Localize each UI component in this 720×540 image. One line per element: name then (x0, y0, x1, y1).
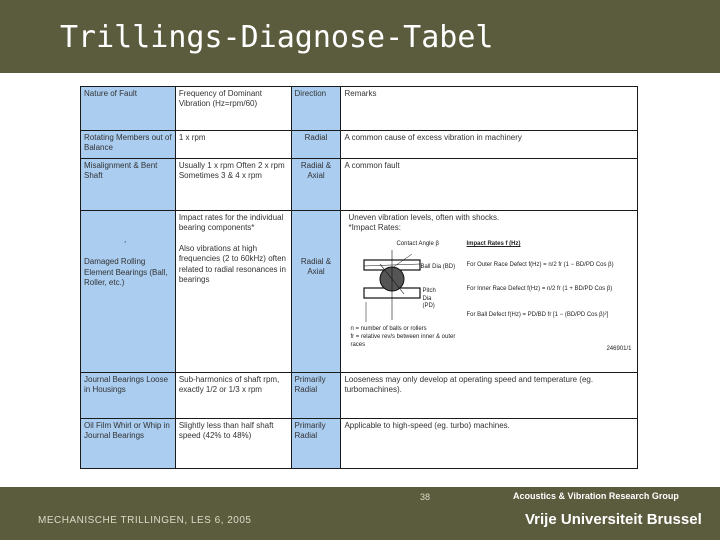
legend-fr: fr = relative rev/s between inner & outer races (350, 333, 456, 348)
title-bar (0, 0, 720, 73)
impact-header: Impact Rates f (Hz) (466, 240, 521, 247)
table-row (81, 211, 638, 373)
header-direction: Direction (291, 87, 341, 131)
page-title: Trillings-Diagnose-Tabel (60, 20, 494, 55)
remarks-cell (341, 211, 638, 373)
direction-cell (291, 211, 341, 373)
fault-cell: Misalignment & Bent Shaft (81, 159, 176, 211)
direction-cell: Radial & Axial (291, 159, 341, 211)
outer-race-formula: For Outer Race Defect f(Hz) = n/2 fr (1 − BD/PD Cos β) (466, 261, 614, 268)
frequency-top: Impact rates for the individual bearing components* (178, 213, 284, 233)
contact-angle-label: Contact Angle β (396, 240, 439, 247)
fault-cell: Journal Bearings Loose in Housings (81, 372, 176, 418)
table-row (81, 372, 638, 418)
frequency-cell: Usually 1 x rpm Often 2 x rpm Sometimes 3 & 4 x rpm (175, 159, 291, 211)
page-number: 38 (420, 492, 431, 502)
fault-text: Damaged Rolling Element Bearings (Ball, Roller, etc.) (84, 257, 168, 288)
ball-dia-label: Ball Dia (BD) (420, 263, 456, 270)
pitch-dia-label: Pitch Dia (PD) (422, 287, 436, 310)
frequency-text: Also vibrations at high frequencies (2 to 60kHz) often related to radial resonances in bearings (178, 243, 286, 284)
frequency-cell: Sub-harmonics of shaft rpm, exactly 1/2 or 1/3 x rpm (175, 372, 291, 418)
remarks-cell: Looseness may only develop at operating speed and temperature (eg. turbomachines). (341, 372, 638, 418)
direction-cell: Primarily Radial (291, 372, 341, 418)
table-row (81, 131, 638, 159)
direction-text: Radial & Axial (300, 257, 332, 277)
frequency-cell: Slightly less than half shaft speed (42% to 48%) (175, 418, 291, 468)
header-fault: Nature of Fault (81, 87, 176, 131)
course-label: MECHANISCHE TRILLINGEN, LES 6, 2005 (38, 515, 252, 526)
direction-cell: Primarily Radial (291, 418, 341, 468)
remarks-cell: Applicable to high-speed (eg. turbo) machines. (341, 418, 638, 468)
fault-cell (81, 211, 176, 373)
table-row (81, 159, 638, 211)
legend-n: n = number of balls or rollers (350, 325, 427, 332)
diagnosis-table-container (80, 86, 638, 454)
remarks-cell: A common cause of excess vibration in machinery (341, 131, 638, 159)
fault-cell: Oil Film Whirl or Whip in Journal Bearings (81, 418, 176, 468)
university-name: Vrije Universiteit Brussel (525, 511, 702, 528)
fault-cell: Rotating Members out of Balance (81, 131, 176, 159)
table-row (81, 418, 638, 468)
fault-mark: , (124, 235, 127, 244)
header-frequency: Frequency of Dominant Vibration (Hz=rpm/60) (175, 87, 291, 131)
remarks-text: Uneven vibration levels, often with shocks. *Impact Rates: (348, 213, 500, 233)
bearing-icon (362, 242, 442, 332)
remarks-cell: A common fault (341, 159, 638, 211)
diagnosis-table (80, 86, 638, 469)
frequency-cell: 1 x rpm (175, 131, 291, 159)
table-header-row (81, 87, 638, 131)
research-group: Acoustics & Vibration Research Group (513, 491, 679, 501)
frequency-cell (175, 211, 291, 373)
header-remarks: Remarks (341, 87, 638, 131)
ball-defect-formula: For Ball Defect f(Hz) = PD/BD fr [1 − (BD/PD Cos β)²] (466, 311, 609, 318)
diagram-code: 246901/1 (606, 345, 632, 352)
bearing-diagram (344, 234, 634, 370)
direction-cell: Radial (291, 131, 341, 159)
inner-race-formula: For Inner Race Defect f(Hz) = n/2 fr (1 + BD/PD Cos β) (466, 285, 613, 292)
